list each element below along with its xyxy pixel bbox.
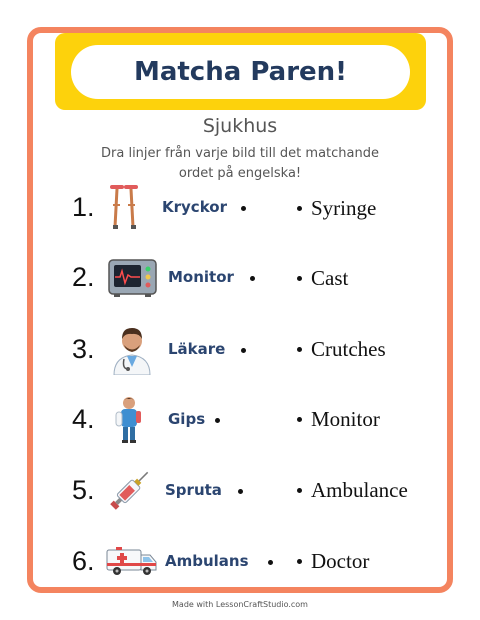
subtitle: Sjukhus — [202, 115, 278, 137]
footer-credit: Made with LessonCraftStudio.com — [172, 600, 308, 609]
english-word[interactable]: Cast — [297, 264, 348, 292]
syringe-icon — [104, 465, 156, 515]
match-dot-left[interactable] — [238, 489, 243, 494]
instructions — [70, 144, 410, 184]
monitor-icon — [108, 258, 158, 298]
instructions-line-1: Dra linjer från varje bild till det matchande — [101, 146, 379, 161]
swedish-word: Gips — [168, 410, 206, 428]
english-word[interactable]: Monitor — [297, 405, 380, 433]
match-dot-left[interactable] — [250, 276, 255, 281]
swedish-word: Kryckor — [162, 198, 227, 216]
english-word[interactable]: Crutches — [297, 335, 386, 363]
english-word[interactable]: Syringe — [297, 194, 376, 222]
item-number: 2. — [72, 262, 95, 292]
swedish-word: Monitor — [168, 268, 234, 286]
doctor-icon — [110, 323, 154, 375]
item-number: 3. — [72, 334, 95, 364]
item-number: 6. — [72, 546, 95, 576]
ambulance-icon — [106, 544, 158, 578]
match-dot-left[interactable] — [241, 206, 246, 211]
page-title: Matcha Paren! — [71, 45, 410, 99]
item-number: 1. — [72, 192, 95, 222]
cast-icon — [114, 395, 144, 445]
item-number: 5. — [72, 475, 95, 505]
match-dot-left[interactable] — [215, 418, 220, 423]
swedish-word: Ambulans — [165, 552, 249, 570]
english-word[interactable]: Ambulance — [297, 476, 408, 504]
instructions-line-2: ordet på engelska! — [178, 166, 302, 181]
item-number: 4. — [72, 404, 95, 434]
worksheet-frame — [27, 27, 453, 593]
swedish-word: Läkare — [168, 340, 226, 358]
match-dot-left[interactable] — [268, 560, 273, 565]
crutches-icon — [107, 181, 141, 231]
english-word[interactable]: Doctor — [297, 547, 369, 575]
match-dot-left[interactable] — [241, 348, 246, 353]
swedish-word: Spruta — [165, 481, 222, 499]
